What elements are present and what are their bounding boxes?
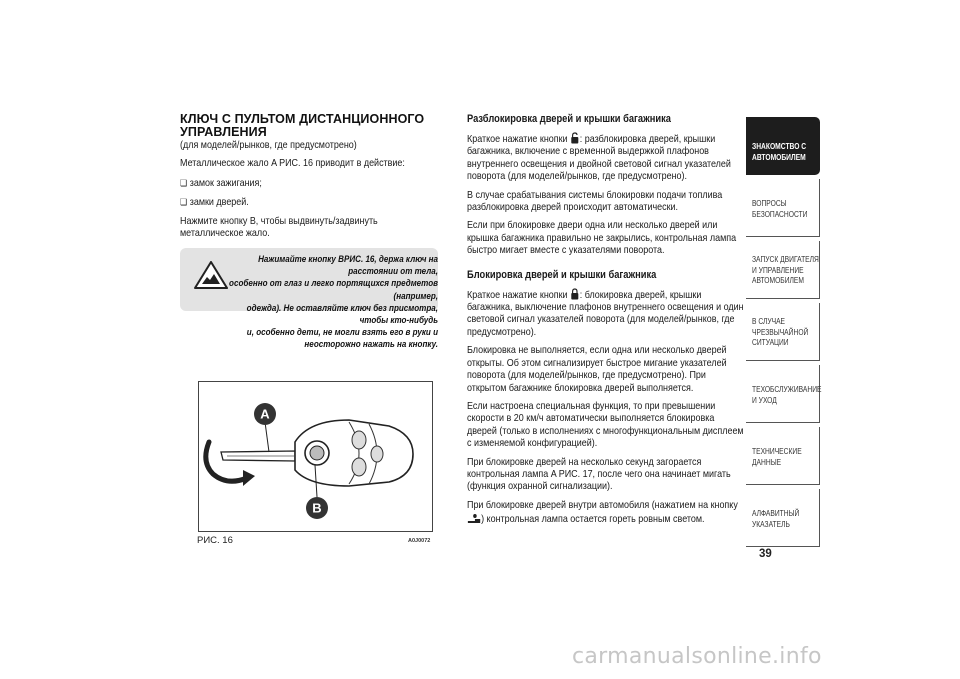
tab-label: ТЕХНИЧЕСКИЕ ДАННЫЕ xyxy=(752,446,802,467)
warning-lamp-paragraph: При блокировке дверей на несколько секунд загорается контрольная лампа A РИС. 17, после чего она начинает мигать (функция охранной сигнализации). xyxy=(467,456,731,493)
lock-paragraph-rest: : блокировка дверей, крышки багажника, выключение плафонов внутреннего освещения и один световой сигнал указателей поворота (для моделей/рынков, где предусмотрено). xyxy=(467,289,744,338)
tab-safety[interactable] xyxy=(746,179,820,237)
warning-box xyxy=(180,248,438,350)
tab-label: ВОПРОСЫ БЕЗОПАСНОСТИ xyxy=(752,198,808,219)
interior-lock-rest: ) контрольная лампа остается гореть ровным светом. xyxy=(481,514,705,526)
tab-label: ЗНАКОМСТВО С АВТОМОБИЛЕМ xyxy=(752,141,807,162)
door-open-warning-paragraph: Если при блокировке двери одна или несколько дверей или крышка багажника правильно не закрылись, контрольная лампа быстро мигает вместе с указателями поворота. xyxy=(467,220,737,257)
padlock-closed-icon xyxy=(570,288,580,300)
unlock-paragraph-start: Краткое нажатие кнопки xyxy=(467,134,568,145)
rotate-arrow-icon xyxy=(206,442,247,481)
tab-label: АЛФАВИТНЫЙ УКАЗАТЕЛЬ xyxy=(752,508,800,529)
tab-label: ТЕХОБСЛУЖИВАНИЕ И УХОД xyxy=(752,384,822,405)
lock-paragraph-start: Краткое нажатие кнопки xyxy=(467,289,568,301)
left-column xyxy=(180,113,438,240)
figure-caption: РИС. 16 xyxy=(197,535,233,546)
section-subtitle: (для моделей/рынков, где предусмотрено) xyxy=(180,140,357,151)
tab-index[interactable] xyxy=(746,489,820,547)
tab-label: В СЛУЧАЕ ЧРЕЗВЫЧАЙНОЙ СИТУАЦИИ xyxy=(752,316,809,347)
instruction-text: Нажмите кнопку B, чтобы выдвинуть/задвинуть металлическое жало. xyxy=(180,215,378,240)
lock-button-icon xyxy=(467,512,481,524)
lock-not-performed-paragraph: Блокировка не выполняется, если одна или несколько дверей открыты. Об этом сигнализирует быстрое мигание указателей поворота (для моделей/рынков, где предусмотрено). При открытом багажнике блокировка дверей выполняется. xyxy=(467,345,727,394)
interior-lock-paragraph xyxy=(467,500,746,527)
callout-a-label: A xyxy=(260,406,270,422)
figure-code: A0J0072 xyxy=(408,538,431,544)
callout-b-marker xyxy=(305,496,329,520)
lock-section-title: Блокировка дверей и крышки багажника xyxy=(467,268,657,281)
bullet-item-ignition: ❏ замок зажигания; xyxy=(180,177,439,190)
warning-line: особенно от глаз и легко портящихся предметов (например, xyxy=(229,277,438,301)
padlock-open-icon xyxy=(570,132,580,144)
intro-text: Металлическое жало A РИС. 16 приводит в действие: xyxy=(180,158,405,170)
warning-line: и, особенно дети, не могли взять его в руки и неосторожно нажать на кнопку. xyxy=(246,326,438,350)
lock-paragraph xyxy=(467,288,746,340)
interior-lock-start: При блокировке дверей внутри автомобиля (нажатием на кнопку xyxy=(467,499,738,511)
chapter-tabs xyxy=(746,117,820,551)
watermark: carmanualsonline.info xyxy=(572,644,822,669)
unlock-paragraph-rest: : разблокировка дверей, крышки багажника, включение с временной выдержкой плафонов внутреннего освещения и двойной световой сигнал указателей поворота (для моделей/рынков, где предусмотрено). xyxy=(467,134,731,183)
tab-technical-data[interactable] xyxy=(746,427,820,485)
unlock-paragraph xyxy=(467,132,746,184)
figure-key-illustration xyxy=(198,381,433,532)
section-title: КЛЮЧ С ПУЛЬТОМ ДИСТАНЦИОННОГО УПРАВЛЕНИЯ xyxy=(180,112,425,139)
tab-getting-to-know[interactable] xyxy=(746,117,820,175)
warning-line: Нажимайте кнопку ВРИС. 16, держа ключ на расстоянии от тела, xyxy=(258,253,438,277)
warning-line: одежда). Не оставляйте ключ без присмотра, чтобы кто-нибудь xyxy=(246,301,438,326)
right-column xyxy=(467,113,745,527)
tab-starting-driving[interactable] xyxy=(746,241,820,299)
page-number: 39 xyxy=(759,548,772,560)
callout-a-marker xyxy=(253,402,277,426)
bullet-item-doors: ❏ замки дверей. xyxy=(180,196,439,209)
warning-text xyxy=(216,253,438,351)
fuel-cutoff-paragraph: В случае срабатывания системы блокировки подачи топлива разблокировка дверей происходит автоматически. xyxy=(467,189,723,214)
tab-label: ЗАПУСК ДВИГАТЕЛЯ И УПРАВЛЕНИЕ АВТОМОБИЛЕМ xyxy=(752,254,819,285)
tab-maintenance[interactable] xyxy=(746,365,820,423)
auto-lock-paragraph: Если настроена специальная функция, то при превышении скорости в 20 км/ч автоматически выполняется блокировка дверей (только в исполнениях с многофункциональным дисплеем с изменяемой конфигурацией). xyxy=(467,400,744,450)
unlock-section-title: Разблокировка дверей и крышки багажника xyxy=(467,113,671,125)
tab-emergency[interactable] xyxy=(746,303,820,361)
callout-b-label: B xyxy=(312,500,322,516)
